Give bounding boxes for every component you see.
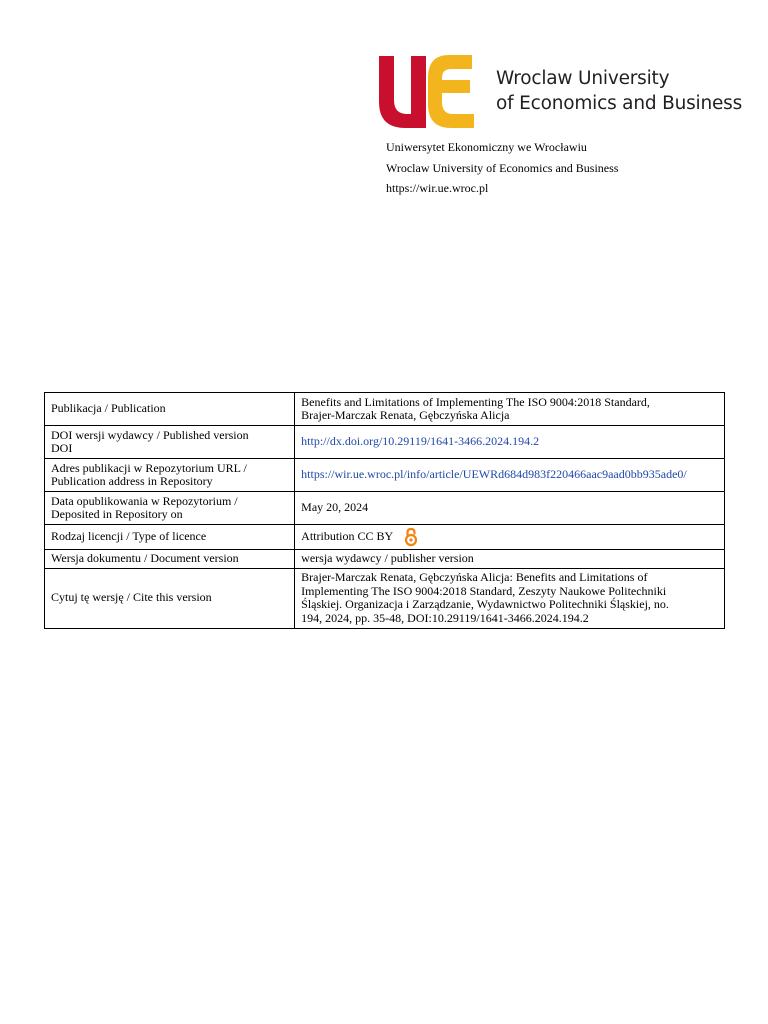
- licence-text: Attribution CC BY: [301, 528, 393, 543]
- version-value: wersja wydawcy / publisher version: [295, 550, 725, 569]
- affiliation-name-en: Wroclaw University of Economics and Business: [386, 160, 619, 175]
- licence-value: [295, 525, 725, 550]
- doi-label: [45, 426, 295, 459]
- cite-value: [295, 568, 725, 628]
- repo-url-label: [45, 459, 295, 492]
- table-row: [45, 568, 725, 628]
- logo-wordmark: [496, 66, 742, 116]
- licence-label: Rodzaj licencji / Type of licence: [45, 525, 295, 550]
- table-row: [45, 492, 725, 525]
- cite-label: Cytuj tę wersję / Cite this version: [45, 568, 295, 628]
- doi-label-line-2: DOI: [51, 441, 73, 455]
- affiliation-url[interactable]: https://wir.ue.wroc.pl: [386, 181, 489, 195]
- affiliation-block: [386, 137, 618, 199]
- publication-label: Publikacja / Publication: [45, 393, 295, 426]
- logo-line-2: of Economics and Business: [496, 93, 743, 114]
- cite-line-1: Brajer-Marczak Renata, Gębczyńska Alicja: Benefits and Limitations of: [301, 570, 648, 584]
- publication-authors: Brajer-Marczak Renata, Gębczyńska Alicja: [301, 408, 510, 422]
- cite-line-4: 194, 2024, pp. 35-48, DOI:10.29119/1641-3466.2024.194.2: [301, 610, 589, 625]
- publication-title: Benefits and Limitations of Implementing The ISO 9004:2018 Standard,: [301, 394, 650, 409]
- deposited-value: May 20, 2024: [295, 492, 725, 525]
- doi-link[interactable]: http://dx.doi.org/10.29119/1641-3466.2024.194.2: [301, 434, 540, 449]
- table-row: [45, 393, 725, 426]
- repo-url-label-line-1: Adres publikacji w Repozytorium URL /: [51, 460, 247, 475]
- ue-logo-mark: [379, 54, 475, 130]
- open-access-icon: [404, 527, 418, 547]
- publication-metadata-table: [44, 392, 725, 629]
- logo-letter-e: [428, 55, 474, 128]
- table-row: [45, 426, 725, 459]
- version-label: Wersja dokumentu / Document version: [45, 550, 295, 569]
- deposited-label-line-2: Deposited in Repository on: [51, 507, 183, 521]
- logo-letter-u-arm: [411, 56, 426, 128]
- cite-line-2: Implementing The ISO 9004:2018 Standard, Zeszyty Naukowe Politechniki: [301, 583, 667, 598]
- repo-url-value: [295, 459, 725, 492]
- deposited-label-line-1: Data opublikowania w Repozytorium /: [51, 493, 238, 508]
- deposited-label: [45, 492, 295, 525]
- table-row: [45, 459, 725, 492]
- table-row: [45, 550, 725, 569]
- cite-line-3: Śląskiej. Organizacja i Zarządzanie, Wydawnictwo Politechniki Śląskiej, no.: [301, 597, 669, 611]
- table-row: [45, 525, 725, 550]
- publication-value: [295, 393, 725, 426]
- doi-value: [295, 426, 725, 459]
- repo-url-label-line-2: Publication address in Repository: [51, 474, 213, 488]
- repository-link[interactable]: https://wir.ue.wroc.pl/info/article/UEWRd684d983f220466aac9aad0bb935ade0/: [301, 467, 687, 482]
- logo-line-1: Wroclaw University: [496, 68, 670, 89]
- university-logo: [379, 54, 743, 130]
- affiliation-name-pl: Uniwersytet Ekonomiczny we Wrocławiu: [386, 140, 587, 154]
- doi-label-line-1: DOI wersji wydawcy / Published version: [51, 427, 249, 442]
